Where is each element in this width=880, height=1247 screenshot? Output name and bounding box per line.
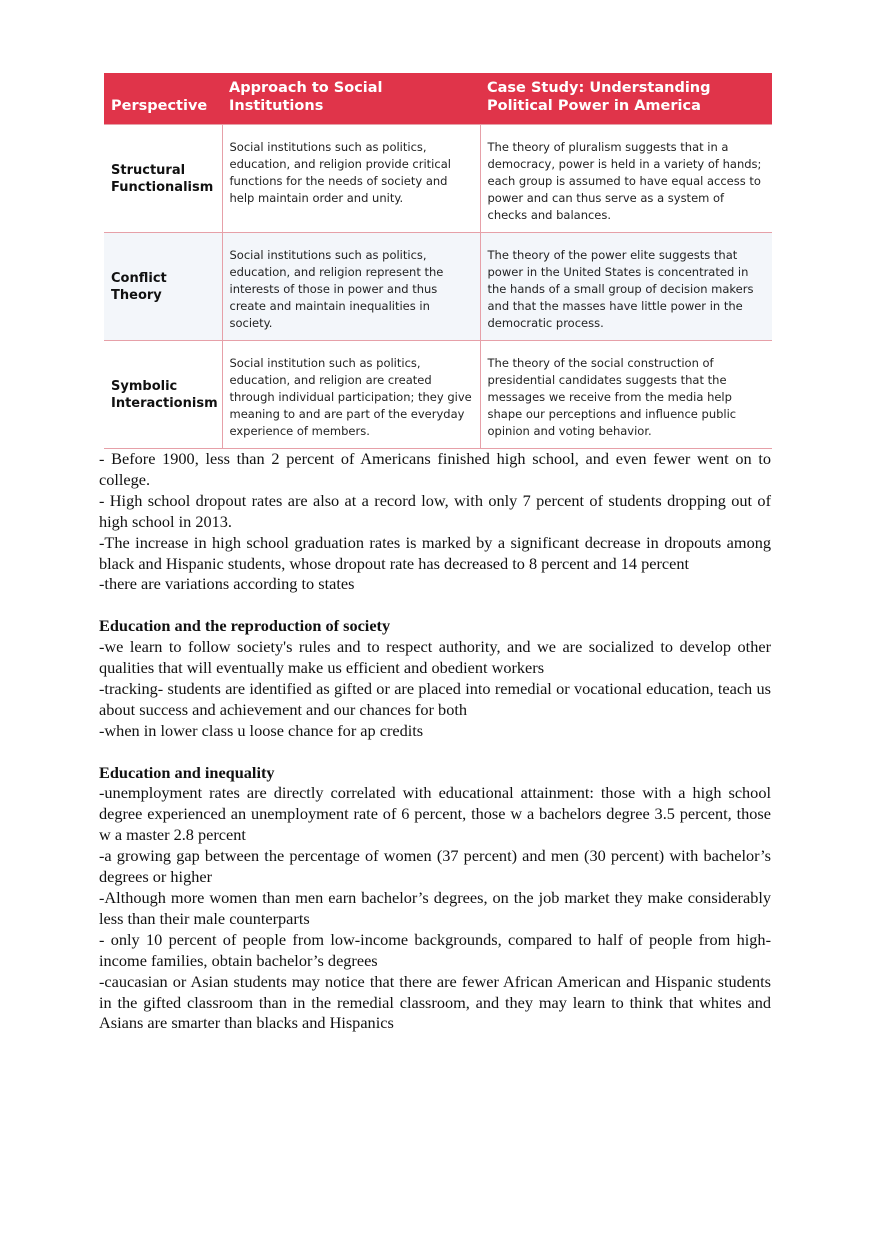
note-line: -there are variations according to states	[99, 574, 355, 594]
table-row	[104, 341, 772, 449]
note-line: -we learn to follow society's rules and to respect authority, and we are socialized to develop other qualities that will eventually make us efficient and obedient workers	[99, 637, 771, 678]
note-line: -Although more women than men earn bachelor’s degrees, on the job market they make considerably less than their male counterparts	[99, 888, 771, 928]
table-row	[104, 125, 772, 233]
perspectives-table-figure	[104, 73, 772, 449]
header-approach: Approach to Social Institutions	[222, 73, 480, 125]
row-approach: Social institutions such as politics, education, and religion represent the interests of those in power and thus create and maintain inequalities in society.	[222, 233, 480, 341]
spacer	[99, 595, 771, 616]
table-header-row	[104, 73, 772, 125]
note-line: - Before 1900, less than 2 percent of Americans finished high school, and even fewer went on to college.	[99, 449, 771, 489]
header-case-study: Case Study: Understanding Political Power in America	[480, 73, 772, 125]
row-case-study: The theory of the power elite suggests that power in the United States is concentrated in the hands of a small group of decision makers and that the masses have little power in the democratic process.	[480, 233, 772, 341]
perspectives-table	[104, 73, 772, 449]
note-line: - only 10 percent of people from low-income backgrounds, compared to half of people from high-income families, obtain bachelor’s degrees	[99, 929, 771, 970]
row-approach: Social institution such as politics, education, and religion are created through individual participation; they give meaning to and are part of the everyday experience of members.	[222, 341, 480, 449]
note-line: -a growing gap between the percentage of women (37 percent) and men (30 percent) with bachelor’s degrees or higher	[99, 846, 771, 887]
note-line: -when in lower class u loose chance for ap credits	[99, 720, 424, 740]
header-perspective: Perspective	[104, 73, 222, 125]
row-perspective: Symbolic Interactionism	[104, 341, 222, 449]
row-approach: Social institutions such as politics, education, and religion provide critical functions for the needs of society and help maintain order and unity.	[222, 125, 480, 233]
row-case-study: The theory of the social construction of presidential candidates suggests that the messages we receive from the media help shape our perceptions and influence public opinion and voting behavior.	[480, 341, 772, 449]
notes-body	[99, 449, 771, 1034]
section-heading-inequality: Education and inequality	[99, 762, 275, 782]
section-heading-reproduction: Education and the reproduction of society	[99, 616, 391, 636]
note-line: -unemployment rates are directly correlated with educational attainment: those with a high school degree experienced an unemployment rate of 6 percent, those w a bachelors degree 3.5 percent, those w a master 2.8 percent	[99, 783, 771, 845]
note-line: -tracking- students are identified as gifted or are placed into remedial or vocational education, teach us about success and achievement and our chances for both	[99, 678, 771, 719]
row-case-study: The theory of pluralism suggests that in a democracy, power is held in a variety of hands; each group is assumed to have equal access to power and can thus serve as a system of checks and balances.	[480, 125, 772, 233]
row-perspective: Structural Functionalism	[104, 125, 222, 233]
table-row	[104, 233, 772, 341]
note-line: -caucasian or Asian students may notice that there are fewer African American and Hispanic students in the gifted classroom than in the remedial classroom, and they may learn to think that whites and Asians are smarter than blacks and Hispanics	[99, 971, 771, 1033]
note-line: - High school dropout rates are also at a record low, with only 7 percent of students dropping out of high school in 2013.	[99, 490, 771, 531]
row-perspective: Conflict Theory	[104, 233, 222, 341]
spacer	[99, 742, 771, 763]
note-line: -The increase in high school graduation rates is marked by a significant decrease in dropouts among black and Hispanic students, whose dropout rate has decreased to 8 percent and 14 percent	[99, 532, 771, 573]
